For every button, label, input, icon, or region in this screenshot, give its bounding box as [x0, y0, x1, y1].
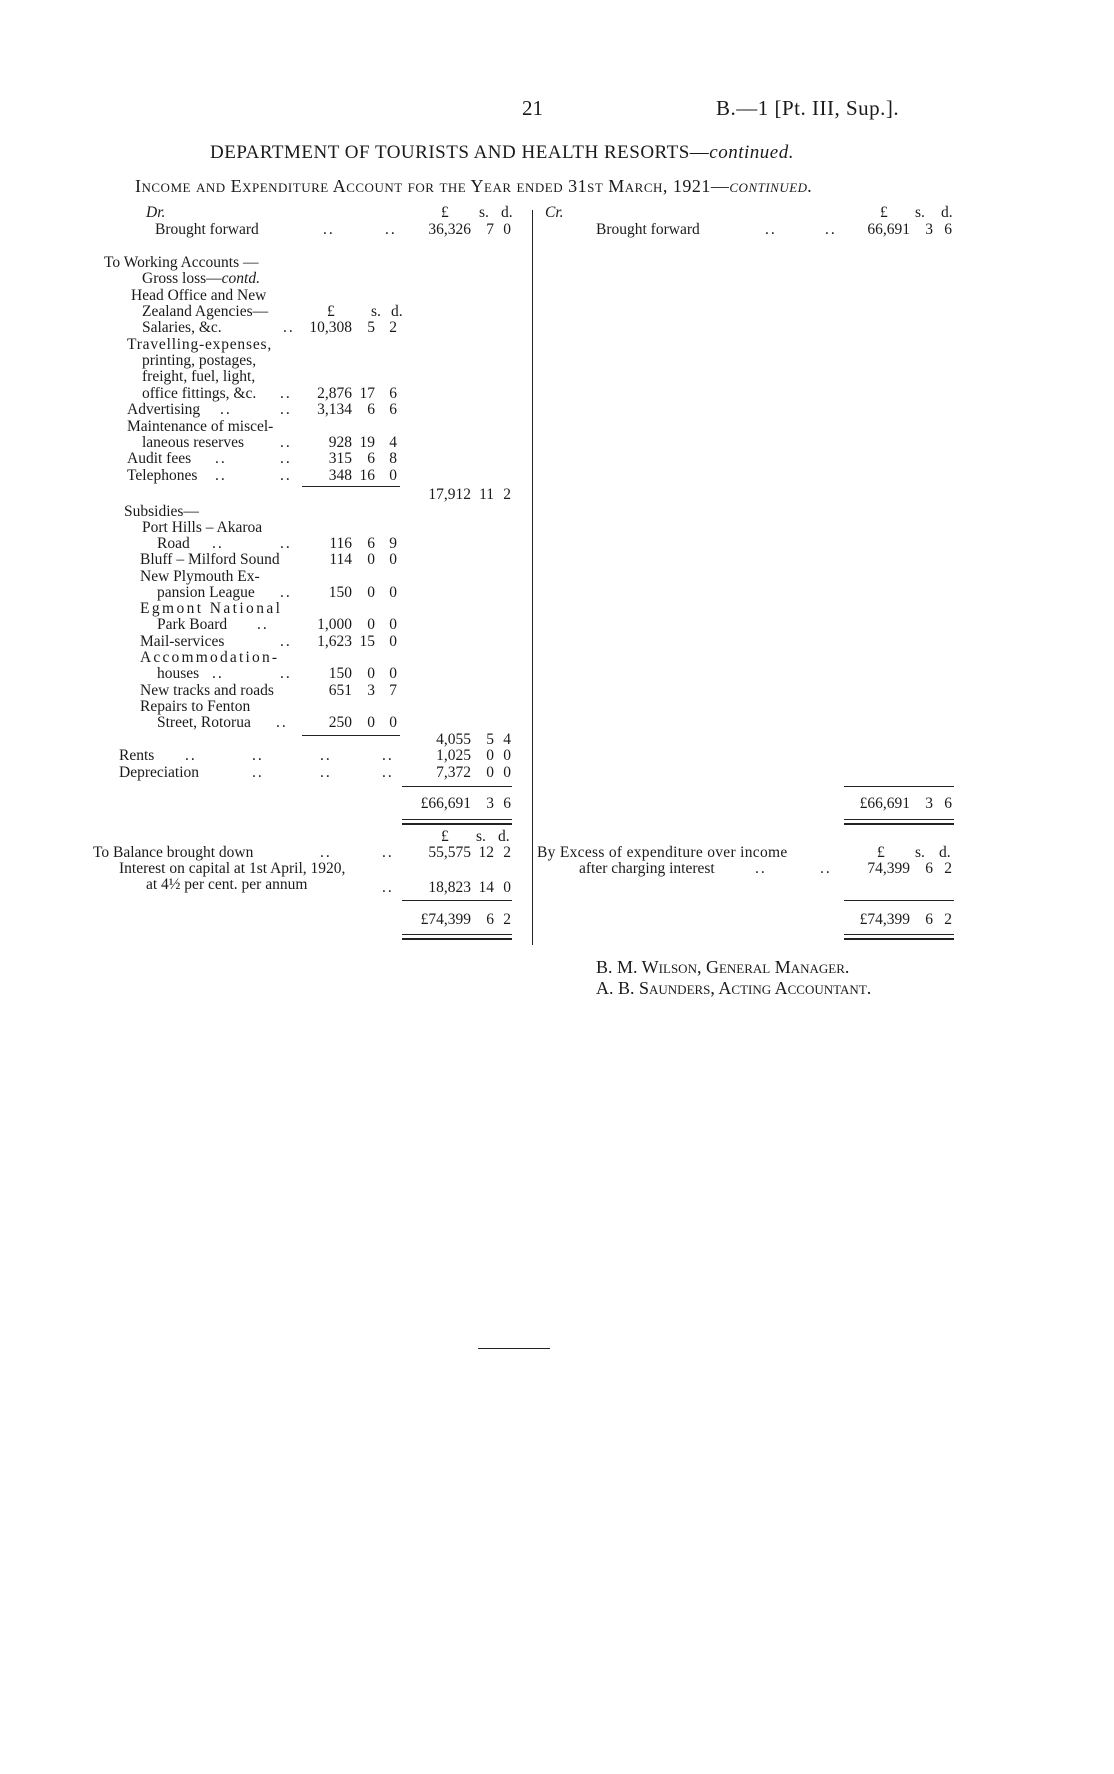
total-rule	[402, 900, 512, 901]
telephones-label: Telephones	[127, 467, 198, 484]
salaries-label: Salaries, &c.	[142, 319, 222, 336]
maintenance-label: Maintenance of miscel-	[127, 418, 274, 435]
amount-shillings: 3	[367, 682, 375, 699]
leader-dots: ..	[252, 764, 264, 781]
amount-shillings: 11	[479, 486, 494, 503]
double-rule	[844, 934, 954, 935]
amount-shillings: 0	[367, 551, 375, 568]
rents-label: Rents	[119, 747, 155, 764]
leader-dots: ..	[825, 221, 837, 238]
amount-pence: 2	[503, 486, 511, 503]
amount-pounds: 150	[328, 584, 352, 601]
port-hills-label: Port Hills – Akaroa	[142, 519, 263, 536]
sub-col-pounds: £	[327, 303, 335, 320]
cr-col2-d: d.	[939, 844, 951, 861]
maintenance-label-2: laneous reserves	[142, 434, 244, 451]
amount-pounds: 10,308	[309, 319, 352, 336]
amount-shillings: 5	[486, 731, 494, 748]
new-plymouth-label-2: pansion League	[157, 584, 255, 601]
leader-dots: ..	[280, 467, 292, 484]
leader-dots: ..	[280, 584, 292, 601]
amount-shillings: 6	[925, 911, 933, 928]
amount-pence: 2	[944, 860, 952, 877]
account-heading	[135, 176, 813, 197]
leader-dots: ..	[212, 535, 224, 552]
signature-manager: B. M. Wilson, General Manager.	[596, 957, 850, 977]
amount-pence: 0	[389, 616, 397, 633]
amount-shillings: 15	[359, 633, 375, 650]
leader-dots: ..	[320, 764, 332, 781]
amount-pence: 6	[944, 795, 952, 812]
leader-dots: ..	[280, 535, 292, 552]
head-office-label: Head Office and New	[131, 287, 267, 304]
double-rule	[402, 938, 512, 940]
travelling-label: Travelling-expenses,	[127, 336, 273, 353]
amount-pounds: £66,691	[420, 795, 471, 812]
amount-shillings: 6	[925, 860, 933, 877]
amount-pence: 0	[503, 764, 511, 781]
egmont-label: Egmont National	[140, 600, 283, 617]
amount-shillings: 7	[486, 221, 494, 238]
subsidies-label: Subsidies—	[124, 503, 199, 520]
repairs-label-2: Street, Rotorua	[157, 714, 251, 731]
signature-accountant: A. B. Saunders, Acting Accountant.	[596, 978, 872, 998]
total-rule	[844, 786, 954, 787]
double-rule	[402, 823, 512, 825]
sub-col-s: s.	[371, 303, 381, 320]
account-continued: continued.	[729, 176, 813, 196]
amount-pounds: 1,025	[436, 747, 471, 764]
amount-pence: 4	[389, 434, 397, 451]
excess-label-2: after charging interest	[579, 860, 715, 877]
amount-pence: 4	[503, 731, 511, 748]
amount-pounds: £66,691	[859, 795, 910, 812]
dr-label: Dr.	[146, 204, 166, 221]
amount-pounds: £74,399	[420, 911, 471, 928]
leader-dots: ..	[215, 450, 227, 467]
leader-dots: ..	[765, 221, 777, 238]
amount-pounds: 18,823	[428, 879, 471, 896]
amount-pence: 2	[389, 319, 397, 336]
leader-dots: ..	[185, 747, 197, 764]
dr-col-d: d.	[501, 204, 513, 221]
page-reference: B.—1 [Pt. III, Sup.].	[716, 96, 900, 120]
amount-pounds: 315	[328, 450, 352, 467]
department-heading	[210, 142, 794, 164]
amount-pounds: 55,575	[428, 844, 471, 861]
gross-loss: Gross loss—contd.	[142, 270, 260, 287]
amount-pence: 2	[503, 844, 511, 861]
amount-pounds: 17,912	[428, 486, 471, 503]
amount-pounds: 66,691	[867, 221, 910, 238]
total-rule	[844, 900, 954, 901]
leader-dots: ..	[212, 665, 224, 682]
new-plymouth-label: New Plymouth Ex-	[140, 568, 260, 585]
amount-shillings: 0	[367, 665, 375, 682]
cr-label: Cr.	[545, 204, 564, 221]
leader-dots: ..	[280, 665, 292, 682]
amount-pounds: 1,000	[317, 616, 352, 633]
dr-col2-s: s.	[476, 828, 486, 845]
amount-shillings: 5	[367, 319, 375, 336]
dr-col2-pounds: £	[441, 828, 449, 845]
account-title: Income and Expenditure Account for the Year ended 31st March, 1921—	[135, 176, 730, 196]
travelling-label-2: printing, postages,	[142, 352, 257, 369]
amount-shillings: 0	[367, 714, 375, 731]
amount-pounds: 651	[328, 682, 352, 699]
double-rule	[402, 934, 512, 935]
leader-dots: ..	[280, 450, 292, 467]
leader-dots: ..	[320, 747, 332, 764]
tracks-label: New tracks and roads	[140, 682, 274, 699]
amount-pounds: 3,134	[317, 401, 352, 418]
depreciation-label: Depreciation	[119, 764, 200, 781]
travelling-label-4: office fittings, &c.	[142, 385, 257, 402]
amount-pence: 0	[389, 714, 397, 731]
dr-col2-d: d.	[498, 828, 510, 845]
amount-pounds: 7,372	[436, 764, 471, 781]
leader-dots: ..	[320, 844, 332, 861]
amount-shillings: 6	[367, 535, 375, 552]
amount-shillings: 0	[486, 747, 494, 764]
amount-pounds: 36,326	[428, 221, 471, 238]
amount-shillings: 14	[478, 879, 494, 896]
total-rule	[402, 786, 512, 787]
leader-dots: ..	[382, 844, 394, 861]
leader-dots: ..	[820, 860, 832, 877]
bluff-label: Bluff – Milford Sound	[140, 551, 280, 568]
working-accounts: To Working Accounts —	[104, 254, 259, 271]
amount-pounds: 114	[329, 551, 352, 568]
head-office-label-2: Zealand Agencies—	[142, 303, 269, 320]
amount-pounds: 116	[329, 535, 352, 552]
amount-pence: 0	[503, 747, 511, 764]
amount-shillings: 16	[359, 467, 375, 484]
amount-pounds: 348	[328, 467, 352, 484]
amount-pence: 6	[389, 401, 397, 418]
amount-pence: 0	[389, 467, 397, 484]
end-rule	[478, 1348, 550, 1349]
leader-dots: ..	[215, 467, 227, 484]
double-rule	[844, 938, 954, 940]
amount-pence: 0	[503, 879, 511, 896]
leader-dots: ..	[280, 385, 292, 402]
amount-pounds: 2,876	[317, 385, 352, 402]
interest-label: Interest on capital at 1st April, 1920,	[119, 860, 346, 877]
leader-dots: ..	[755, 860, 767, 877]
amount-shillings: 3	[925, 221, 933, 238]
interest-label-2: at 4½ per cent. per annum	[146, 876, 308, 893]
accommodation-label: Accommodation-	[140, 649, 280, 666]
amount-pence: 2	[944, 911, 952, 928]
department-continued: continued.	[709, 142, 794, 163]
amount-pounds: 1,623	[317, 633, 352, 650]
leader-dots: ..	[382, 747, 394, 764]
subtotal-rule	[302, 735, 400, 736]
amount-pence: 2	[503, 911, 511, 928]
amount-pence: 7	[389, 682, 397, 699]
leader-dots: ..	[257, 616, 269, 633]
amount-pence: 0	[389, 551, 397, 568]
amount-pence: 6	[389, 385, 397, 402]
amount-pounds: 4,055	[436, 731, 471, 748]
travelling-label-3: freight, fuel, light,	[142, 368, 256, 385]
page-number: 21	[522, 96, 543, 120]
double-rule	[402, 819, 512, 820]
cr-brought-forward: Brought forward	[596, 221, 700, 238]
leader-dots: ..	[382, 879, 394, 896]
amount-pounds: 250	[328, 714, 352, 731]
port-hills-label-2: Road	[157, 535, 190, 552]
excess-label: By Excess of expenditure over income	[537, 844, 788, 861]
amount-shillings: 0	[367, 584, 375, 601]
leader-dots: ..	[323, 221, 335, 238]
dr-brought-forward: Brought forward	[155, 221, 259, 238]
amount-pence: 0	[389, 665, 397, 682]
accommodation-label-2: houses	[157, 665, 200, 682]
repairs-label: Repairs to Fenton	[140, 698, 251, 715]
leader-dots: ..	[382, 764, 394, 781]
sub-col-d: d.	[391, 303, 403, 320]
amount-shillings: 3	[486, 795, 494, 812]
cr-col-s: s.	[915, 204, 925, 221]
double-rule	[844, 819, 954, 820]
amount-shillings: 6	[367, 450, 375, 467]
dr-col-pounds: £	[441, 204, 449, 221]
leader-dots: ..	[385, 221, 397, 238]
amount-pounds: 74,399	[867, 860, 910, 877]
leader-dots: ..	[252, 747, 264, 764]
leader-dots: ..	[280, 401, 292, 418]
amount-shillings: 6	[367, 401, 375, 418]
amount-shillings: 3	[925, 795, 933, 812]
advertising-label: Advertising	[127, 401, 201, 418]
double-rule	[844, 823, 954, 825]
cr-col-pounds: £	[880, 204, 888, 221]
amount-pence: 6	[503, 795, 511, 812]
amount-pence: 0	[389, 584, 397, 601]
amount-pence: 0	[389, 633, 397, 650]
balance-label: To Balance brought down	[93, 844, 254, 861]
egmont-label-2: Park Board	[157, 616, 228, 633]
cr-col2-s: s.	[915, 844, 925, 861]
leader-dots: ..	[283, 319, 295, 336]
audit-label: Audit fees	[127, 450, 192, 467]
subtotal-rule	[302, 486, 400, 487]
amount-shillings: 17	[359, 385, 375, 402]
dr-col-s: s.	[479, 204, 489, 221]
amount-pence: 6	[944, 221, 952, 238]
amount-pence: 9	[389, 535, 397, 552]
amount-pounds: 150	[328, 665, 352, 682]
department-title: DEPARTMENT OF TOURISTS AND HEALTH RESORTS—	[210, 142, 710, 163]
amount-shillings: 0	[486, 764, 494, 781]
amount-pounds: 928	[328, 434, 352, 451]
amount-pence: 0	[503, 221, 511, 238]
amount-pounds: £74,399	[859, 911, 910, 928]
amount-shillings: 12	[478, 844, 494, 861]
leader-dots: ..	[280, 434, 292, 451]
mail-label: Mail-services	[140, 633, 225, 650]
amount-shillings: 0	[367, 616, 375, 633]
leader-dots: ..	[280, 633, 292, 650]
amount-shillings: 6	[486, 911, 494, 928]
leader-dots: ..	[220, 401, 232, 418]
cr-col2-pounds: £	[877, 844, 885, 861]
amount-pence: 8	[389, 450, 397, 467]
cr-col-d: d.	[941, 204, 953, 221]
leader-dots: ..	[276, 714, 288, 731]
column-divider	[532, 210, 533, 945]
amount-shillings: 19	[359, 434, 375, 451]
